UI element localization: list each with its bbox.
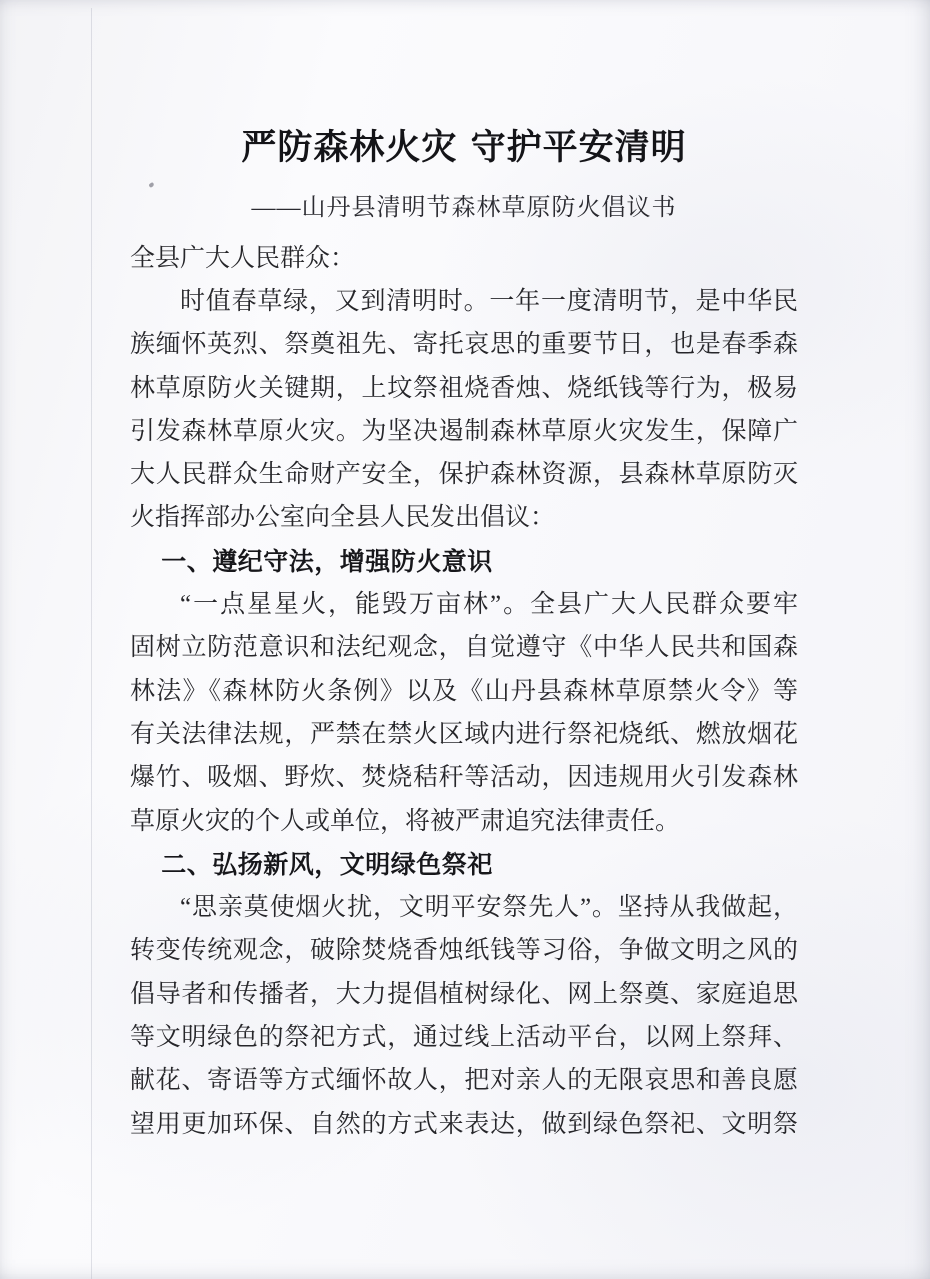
paragraph-line: 时值春草绿，又到清明时。一年一度清明节，是中华民: [180, 288, 798, 315]
paragraph-line: 火指挥部办公室向全县人民发出倡议：: [130, 504, 556, 532]
paragraph-line: 大人民群众生命财产安全，保护森林资源，县森林草原防灭: [130, 461, 798, 489]
document-content: [130, 0, 798, 1146]
document-subtitle: ——山丹县清明节森林草原防火倡议书: [251, 195, 677, 221]
paragraph-line: 引发森林草原火灾。为坚决遏制森林草原火灾发生，保障广: [130, 417, 798, 445]
paragraph-line: 族缅怀英烈、祭奠祖先、寄托哀思的重要节日，也是春季森: [130, 331, 798, 359]
document-title: 严防森林火灾 守护平安清明: [241, 128, 687, 168]
paragraph-2: [130, 583, 798, 843]
paragraph-line: 林法》《森林防火条例》以及《山丹县森林草原禁火令》等: [130, 677, 798, 705]
paragraph-line: “思亲莫使烟火扰，文明平安祭先人”。坚持从我做起，: [180, 894, 798, 922]
paragraph-line: 固树立防范意识和法纪观念，自觉遵守《中华人民共和国森: [130, 634, 798, 662]
paragraph-3: [130, 886, 798, 1146]
paragraph-line: 林草原防火关键期，上坟祭祖烧香烛、烧纸钱等行为，极易: [130, 374, 798, 402]
paragraph-line: 草原火灾的个人或单位，将被严肃追究法律责任。: [130, 807, 681, 835]
paragraph-line: 爆竹、吸烟、野炊、焚烧秸秆等活动，因违规用火引发森林: [130, 764, 798, 792]
paragraph-line: 倡导者和传播者，大力提倡植树绿化、网上祭奠、家庭追思: [130, 980, 798, 1008]
paragraph-1: [130, 280, 798, 540]
paragraph-line: 有关法律法规，严禁在禁火区域内进行祭祀烧纸、燃放烟花: [130, 720, 798, 748]
section-heading-2: 二、弘扬新风，文明绿色祭祀: [161, 849, 493, 879]
paragraph-line: 献花、寄语等方式缅怀故人，把对亲人的无限哀思和善良愿: [130, 1067, 798, 1095]
paragraph-line: 转变传统观念，破除焚烧香烛纸钱等习俗，争做文明之风的: [130, 937, 798, 965]
section-heading-1: 一、遵纪守法，增强防火意识: [161, 546, 493, 576]
paragraph-line: 等文明绿色的祭祀方式，通过线上活动平台，以网上祭拜、: [130, 1024, 798, 1052]
scan-fold-line: [91, 8, 92, 1279]
salutation: 全县广大人民群众：: [130, 245, 356, 272]
paragraph-line: “一点星星火，能毁万亩林”。全县广大人民群众要牢: [180, 591, 798, 619]
paragraph-line: 望用更加环保、自然的方式来表达，做到绿色祭祀、文明祭: [130, 1110, 798, 1138]
